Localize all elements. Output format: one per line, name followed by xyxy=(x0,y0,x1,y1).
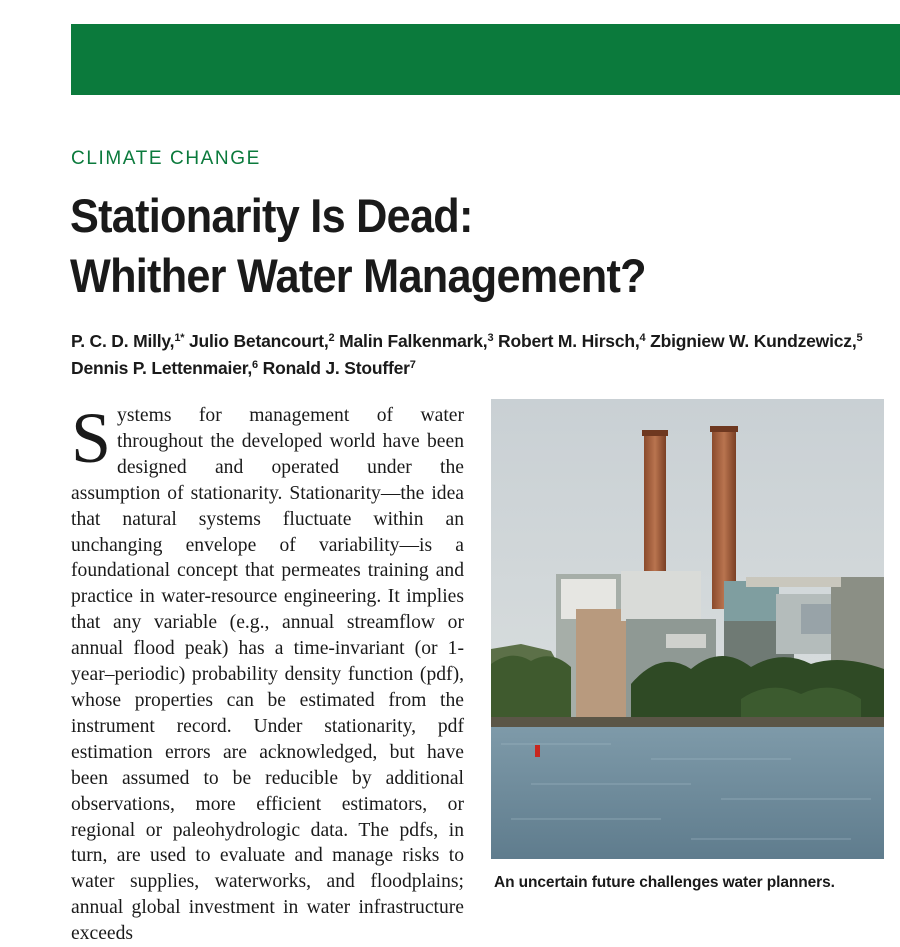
power-plant-illustration xyxy=(491,399,884,859)
body-paragraph: ystems for management of water throughout the developed world have been designed and operated under the assumption of stationarity. Stationarity—the idea that natural systems fluctuate within an unchanging envelope of variability—is a foundational concept that permeates training and practice in water-resource engineering. It implies that any variable (e.g., annual streamflow or annual flood peak) has a time-invariant (or 1-year–periodic) probability density function (pdf), whose properties can be estimated from the instrument record. Under stationarity, pdf estimation errors are acknowledged, but have been assumed to be reducible by additional observations, more efficient estimators, or regional or paleohydrologic data. The pdfs, in turn, are used to evaluate and manage risks to water supplies, waterworks, and floodplains; annual global investment in water infrastructure exceeds xyxy=(71,405,464,945)
title-line-2: Whither Water Management? xyxy=(70,249,646,302)
author: Julio Betancourt,$^2$ xyxy=(189,331,335,351)
article-body xyxy=(71,398,464,947)
power-plant-photo xyxy=(491,399,884,859)
article-title xyxy=(70,186,824,306)
author: Ronald J. Stouffer$^7$ xyxy=(262,358,416,378)
author: Dennis P. Lettenmaier,$^6$ xyxy=(71,358,258,378)
author: P. C. D. Milly,$^{1*}$ xyxy=(71,331,185,351)
author: Malin Falkenmark,$^3$ xyxy=(339,331,494,351)
title-line-1: Stationarity Is Dead: xyxy=(70,189,473,242)
header-color-band xyxy=(71,24,900,95)
figure-caption: An uncertain future challenges water planners. xyxy=(494,874,835,891)
section-label: CLIMATE CHANGE xyxy=(71,148,261,169)
drop-cap: S xyxy=(71,398,112,478)
author: Robert M. Hirsch,$^4$ xyxy=(498,331,646,351)
author: Zbigniew W. Kundzewicz,$^5$ xyxy=(650,331,863,351)
author-list xyxy=(71,328,891,382)
